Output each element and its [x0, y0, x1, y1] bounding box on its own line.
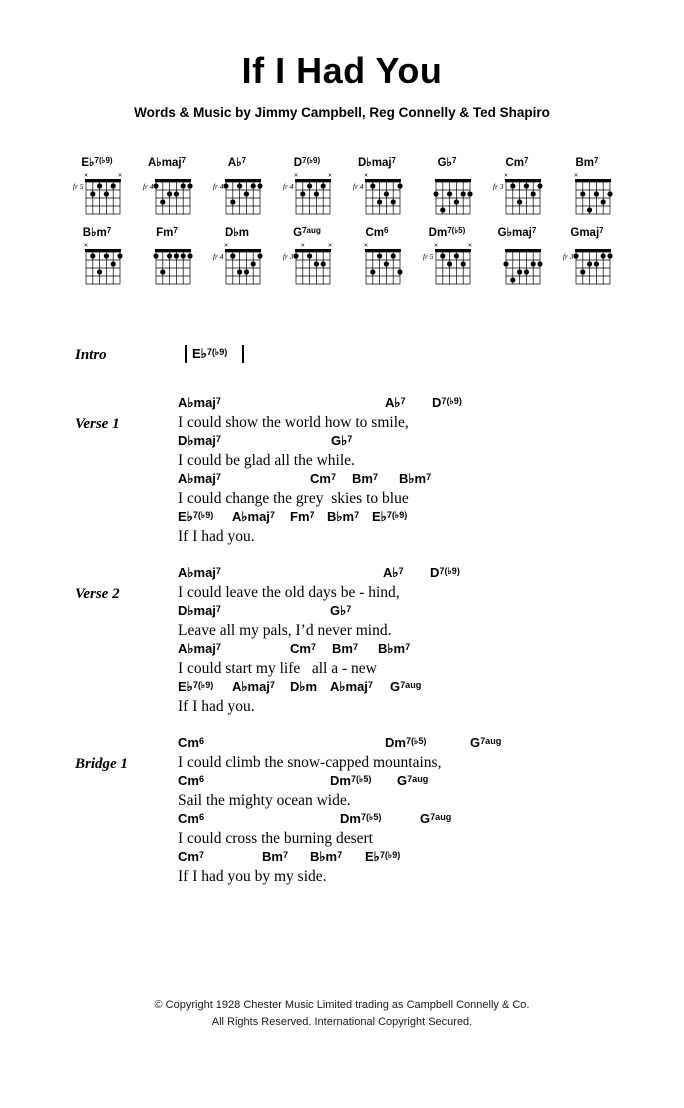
section-content	[178, 345, 654, 366]
chord-symbol: D♭m	[290, 679, 318, 694]
finger-dot	[181, 253, 186, 258]
copyright-line-2: All Rights Reserved. International Copyright Secured.	[211, 1015, 473, 1028]
fretboard-diagram	[487, 240, 547, 288]
finger-dot	[601, 253, 606, 258]
chord-line	[178, 432, 654, 452]
finger-dot	[433, 191, 438, 196]
finger-dot	[377, 253, 382, 258]
lyric-chord-line-pair	[178, 810, 654, 847]
chord-symbol: $Dm^{7(♭5)}$	[340, 811, 382, 826]
chord-symbol: A♭$^7$	[385, 395, 406, 410]
fretboard-diagram	[137, 170, 197, 218]
finger-dot	[601, 199, 606, 204]
lyric-line: If I had you.	[178, 528, 255, 545]
muted-string-marker: ×	[117, 172, 123, 180]
chord-symbol: Cm$^7$	[310, 471, 337, 486]
lyric-chord-line-pair	[178, 678, 654, 715]
lyric-line: I could start my life all a - new	[178, 660, 377, 677]
chord-symbol: E♭$^{7(♭9)}$	[365, 849, 401, 864]
finger-dot	[594, 191, 599, 196]
lyric-chord-line-pair	[178, 734, 654, 771]
muted-string-marker: ×	[327, 172, 333, 180]
lyric-chord-line-pair	[178, 470, 654, 507]
chord-line	[178, 772, 654, 792]
finger-dot	[440, 207, 445, 212]
finger-dot	[257, 253, 262, 258]
chord-diagram-name: Cm$^6$	[365, 226, 389, 239]
chord-diagram-grid	[62, 156, 622, 293]
finger-dot	[174, 253, 179, 258]
finger-dot	[454, 253, 459, 258]
section-content	[178, 564, 654, 716]
finger-dot	[104, 253, 109, 258]
lyric-chord-line-pair	[178, 394, 654, 431]
chord-symbol: Bm$^7$	[332, 641, 359, 656]
muted-string-marker: ×	[467, 242, 473, 250]
finger-dot	[187, 183, 192, 188]
chord-line	[178, 394, 654, 414]
finger-dot	[153, 253, 158, 258]
chord-diagram-name: Fm$^7$	[156, 226, 178, 239]
muted-string-marker: ×	[83, 172, 89, 180]
finger-dot	[503, 261, 508, 266]
finger-dot	[467, 191, 472, 196]
finger-dot	[181, 183, 186, 188]
chord-symbol: $B♭m^7$	[310, 849, 343, 864]
chord-line	[178, 508, 654, 528]
song-section	[75, 564, 654, 716]
chord-diagram	[342, 226, 412, 293]
finger-dot	[594, 261, 599, 266]
song-section	[75, 394, 654, 546]
finger-dot	[377, 199, 382, 204]
fretboard-diagram	[67, 170, 127, 218]
section-label: Intro	[75, 347, 107, 363]
song-sections	[0, 345, 684, 886]
chord-symbol: E♭$^{7(♭9)}$	[372, 509, 408, 524]
finger-dot	[257, 183, 262, 188]
finger-dot	[237, 269, 242, 274]
section-label: Bridge 1	[75, 756, 128, 772]
chord-diagram-name: G♭maj$^7$	[497, 226, 537, 239]
chord-symbol: A♭maj$^7$	[330, 679, 373, 694]
muted-string-marker: ×	[503, 172, 509, 180]
chord-symbol: A♭maj$^7$	[178, 395, 221, 410]
finger-dot	[447, 261, 452, 266]
copyright-footer	[0, 997, 684, 1030]
chord-line	[178, 470, 654, 490]
chord-symbol: A♭maj$^7$	[178, 641, 221, 656]
finger-dot	[237, 183, 242, 188]
chord-symbol: A♭maj$^7$	[178, 565, 221, 580]
chord-line	[178, 810, 654, 830]
fretboard-diagram	[487, 170, 547, 218]
finger-dot	[524, 269, 529, 274]
finger-dot	[244, 269, 249, 274]
chord-symbol: E♭$^{7(♭9)}$	[178, 679, 214, 694]
chord-line	[178, 678, 654, 698]
finger-dot	[580, 191, 585, 196]
chord-symbol: $D^{7(♭9)}$	[432, 395, 462, 410]
finger-dot	[187, 253, 192, 258]
fretboard-diagram	[207, 240, 267, 288]
finger-dot	[251, 183, 256, 188]
chord-symbol: $B♭m^7$	[378, 641, 411, 656]
chord-symbol: A♭$^7$	[383, 565, 404, 580]
finger-dot	[524, 183, 529, 188]
chord-symbol: G♭$^7$	[330, 603, 352, 618]
fretboard-diagram	[557, 170, 617, 218]
fret-position-label: fr 4	[352, 182, 364, 191]
chord-line	[178, 602, 654, 622]
muted-string-marker: ×	[363, 172, 369, 180]
chord-diagram-name: $Dm^{7(♭5)}$	[428, 226, 466, 239]
lyric-line: If I had you.	[178, 698, 255, 715]
finger-dot	[321, 183, 326, 188]
byline: Words & Music by Jimmy Campbell, Reg Connelly & Ted Shapiro	[134, 105, 550, 120]
page-title: If I Had You	[241, 50, 443, 91]
fretboard-diagram	[207, 170, 267, 218]
chord-symbol: $G^{7aug}$	[390, 679, 422, 694]
chord-diagram	[412, 156, 482, 223]
chord-symbol: Cm$^7$	[290, 641, 317, 656]
finger-dot	[537, 183, 542, 188]
chord-symbol: Cm$^7$	[178, 849, 205, 864]
lyric-line: Sail the mighty ocean wide.	[178, 792, 351, 809]
chord-symbol: E♭$^{7(♭9)}$	[178, 509, 214, 524]
chord-diagram	[62, 226, 132, 293]
finger-dot	[321, 261, 326, 266]
chord-diagram	[272, 156, 342, 223]
finger-dot	[153, 183, 158, 188]
chord-symbol: Cm$^6$	[178, 735, 205, 750]
chord-diagram	[342, 156, 412, 223]
chord-diagram-name: D♭m	[225, 227, 249, 239]
chord-diagram-name: $G^{7aug}$	[293, 226, 321, 239]
chord-symbol: E♭$^{7(♭9)}$	[192, 346, 228, 361]
lyric-chord-line-pair	[178, 772, 654, 809]
chord-diagram	[412, 226, 482, 293]
finger-dot	[454, 199, 459, 204]
finger-dot	[174, 191, 179, 196]
chord-symbol: G♭$^7$	[331, 433, 353, 448]
chord-diagram	[132, 226, 202, 293]
lyric-chord-line-pair	[178, 602, 654, 639]
fretboard-diagram	[277, 170, 337, 218]
chord-diagram	[132, 156, 202, 223]
fretboard-diagram	[417, 170, 477, 218]
lyric-line: If I had you by my side.	[178, 868, 327, 885]
finger-dot	[517, 199, 522, 204]
fret-position-label: fr 5	[72, 182, 84, 191]
chord-symbol: Cm$^6$	[178, 811, 205, 826]
finger-dot	[531, 191, 536, 196]
finger-dot	[307, 183, 312, 188]
chord-symbol: $Dm^{7(♭5)}$	[330, 773, 372, 788]
chord-line	[178, 345, 654, 365]
finger-dot	[607, 253, 612, 258]
chord-symbol: Bm$^7$	[352, 471, 379, 486]
muted-string-marker: ×	[327, 242, 333, 250]
chord-symbol: Cm$^6$	[178, 773, 205, 788]
chord-diagram-name: $B♭m^7$	[82, 226, 112, 239]
finger-dot	[587, 261, 592, 266]
finger-dot	[97, 269, 102, 274]
chord-diagram	[552, 226, 622, 293]
finger-dot	[370, 269, 375, 274]
finger-dot	[587, 207, 592, 212]
muted-string-marker: ×	[573, 172, 579, 180]
lyric-chord-line-pair	[178, 345, 654, 365]
chord-symbol: A♭maj$^7$	[178, 471, 221, 486]
finger-dot	[391, 199, 396, 204]
chord-line	[178, 734, 654, 754]
finger-dot	[167, 253, 172, 258]
fret-position-label: fr 4	[282, 182, 294, 191]
chord-symbol: $B♭m^7$	[399, 471, 432, 486]
chord-diagram	[482, 156, 552, 223]
fretboard-diagram	[277, 240, 337, 288]
barline	[242, 345, 244, 363]
lyric-line: I could leave the old days be - hind,	[178, 584, 400, 601]
fretboard-diagram	[557, 240, 617, 288]
fretboard-diagram	[137, 240, 197, 288]
finger-dot	[384, 191, 389, 196]
finger-dot	[90, 191, 95, 196]
chord-diagram-name: Gmaj$^7$	[570, 226, 604, 239]
finger-dot	[230, 199, 235, 204]
chord-symbol: $D^{7(♭9)}$	[430, 565, 460, 580]
chord-symbol: $Dm^{7(♭5)}$	[385, 735, 427, 750]
barline	[185, 345, 187, 363]
finger-dot	[117, 253, 122, 258]
lyric-line: I could show the world how to smile,	[178, 414, 409, 431]
chord-diagram	[552, 156, 622, 223]
fret-position-label: fr 4	[212, 182, 224, 191]
finger-dot	[230, 253, 235, 258]
finger-dot	[461, 191, 466, 196]
finger-dot	[607, 191, 612, 196]
chord-symbol: A♭maj$^7$	[232, 679, 275, 694]
muted-string-marker: ×	[293, 172, 299, 180]
muted-string-marker: ×	[83, 242, 89, 250]
finger-dot	[397, 269, 402, 274]
finger-dot	[251, 261, 256, 266]
lyric-chord-line-pair	[178, 848, 654, 885]
finger-dot	[244, 191, 249, 196]
chord-diagram-name: E♭$^{7(♭9)}$	[81, 156, 113, 169]
finger-dot	[97, 183, 102, 188]
finger-dot	[160, 269, 165, 274]
finger-dot	[573, 253, 578, 258]
finger-dot	[167, 191, 172, 196]
chord-diagram	[272, 226, 342, 293]
section-content	[178, 734, 654, 886]
finger-dot	[104, 191, 109, 196]
finger-dot	[314, 191, 319, 196]
finger-dot	[223, 183, 228, 188]
chord-symbol: $B♭m^7$	[327, 509, 360, 524]
fret-position-label: fr 4	[142, 182, 154, 191]
finger-dot	[510, 277, 515, 282]
chord-diagram	[482, 226, 552, 293]
section-label: Verse 2	[75, 586, 120, 602]
chord-symbol: Bm$^7$	[262, 849, 289, 864]
finger-dot	[531, 261, 536, 266]
copyright-line-1: © Copyright 1928 Chester Music Limited trading as Campbell Connelly & Co.	[154, 999, 530, 1011]
finger-dot	[537, 261, 542, 266]
chord-symbol: $G^{7aug}$	[420, 811, 452, 826]
lyric-line: I could change the grey skies to blue	[178, 490, 409, 507]
chord-symbol: D♭maj$^7$	[178, 603, 221, 618]
finger-dot	[391, 253, 396, 258]
finger-dot	[370, 183, 375, 188]
chord-diagram-name: A♭$^7$	[227, 156, 247, 169]
section-label: Verse 1	[75, 416, 120, 432]
fretboard-diagram	[67, 240, 127, 288]
fret-position-label: fr 5	[422, 252, 434, 261]
chord-symbol: $G^{7aug}$	[397, 773, 429, 788]
muted-string-marker: ×	[433, 242, 439, 250]
finger-dot	[111, 261, 116, 266]
finger-dot	[111, 183, 116, 188]
chord-line	[178, 848, 654, 868]
lyric-line: Leave all my pals, I’d never mind.	[178, 622, 392, 639]
finger-dot	[510, 183, 515, 188]
chord-diagram	[202, 156, 272, 223]
chord-diagram-name: A♭maj$^7$	[147, 156, 187, 169]
song-section	[75, 345, 654, 366]
chord-diagram	[202, 226, 272, 293]
chord-symbol: $G^{7aug}$	[470, 735, 502, 750]
finger-dot	[461, 261, 466, 266]
finger-dot	[517, 269, 522, 274]
fret-position-label: fr 3	[562, 252, 574, 261]
chord-diagram-name: D♭maj$^7$	[357, 156, 397, 169]
chord-symbol: A♭maj$^7$	[232, 509, 275, 524]
fret-position-label: fr 3	[282, 252, 294, 261]
chord-diagram-name: $D^{7(♭9)}$	[293, 156, 321, 169]
lyric-chord-line-pair	[178, 432, 654, 469]
finger-dot	[440, 253, 445, 258]
lyric-line: I could climb the snow-capped mountains,	[178, 754, 442, 771]
chord-diagram-name: Bm$^7$	[575, 156, 599, 169]
lyric-line: I could be glad all the while.	[178, 452, 355, 469]
finger-dot	[90, 253, 95, 258]
muted-string-marker: ×	[300, 242, 305, 250]
finger-dot	[307, 253, 312, 258]
finger-dot	[447, 191, 452, 196]
finger-dot	[314, 261, 319, 266]
finger-dot	[293, 253, 298, 258]
finger-dot	[384, 261, 389, 266]
lyric-chord-line-pair	[178, 564, 654, 601]
song-section	[75, 734, 654, 886]
fret-position-label: fr 4	[212, 252, 224, 261]
muted-string-marker: ×	[223, 242, 229, 250]
lyric-chord-line-pair	[178, 640, 654, 677]
muted-string-marker: ×	[363, 242, 369, 250]
fretboard-diagram	[347, 240, 407, 288]
finger-dot	[397, 183, 402, 188]
lyric-chord-line-pair	[178, 508, 654, 545]
lyric-line: I could cross the burning desert	[178, 830, 373, 847]
chord-diagram-name: Cm$^7$	[505, 156, 529, 169]
chord-symbol: Fm$^7$	[290, 509, 315, 524]
chord-line	[178, 564, 654, 584]
section-content	[178, 394, 654, 546]
chord-symbol: D♭maj$^7$	[178, 433, 221, 448]
chord-line	[178, 640, 654, 660]
chord-diagram	[62, 156, 132, 223]
fret-position-label: fr 3	[492, 182, 504, 191]
chord-diagram-name: G♭$^7$	[437, 156, 457, 169]
finger-dot	[580, 269, 585, 274]
fretboard-diagram	[417, 240, 477, 288]
finger-dot	[160, 199, 165, 204]
finger-dot	[300, 191, 305, 196]
fretboard-diagram	[347, 170, 407, 218]
